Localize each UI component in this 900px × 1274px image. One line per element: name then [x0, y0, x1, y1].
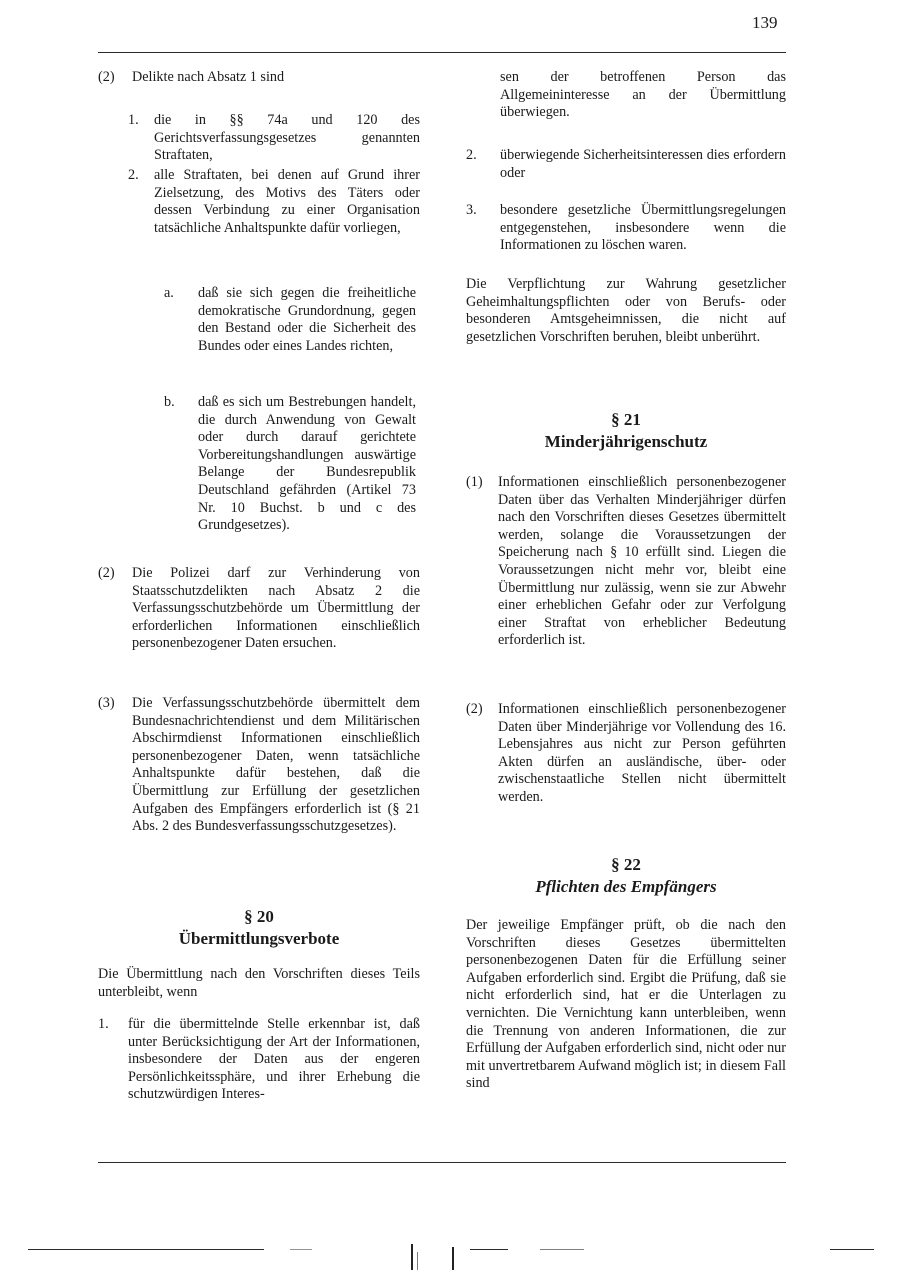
left-column — [98, 66, 420, 1103]
scan-mark — [452, 1247, 454, 1270]
paragraph-text: Informationen einschließlich personenbezogener Daten über Minderjährige vor Vollendung des 16. Lebensjahres aus nicht zur Person geführten Akten dürfen an ausländische, über- oder zwischenstaatliche Stellen nicht übermittelt werden. — [498, 701, 786, 805]
paragraph-text: Die Polizei darf zur Verhinderung von Staatsschutzdelikten nach Absatz 2 die Verfassungsschutzbehörde um Übermittlung der erforderlichen Informationen einschließlich personenbezogener Daten ersuchen. — [132, 565, 420, 652]
list-item-number: 2. — [466, 147, 477, 163]
paragraph-text: Die Verfassungsschutzbehörde übermittelt dem Bundesnachrichtendienst und dem Militärischen Abschirmdienst Informationen einschließlich personenbezogener Daten, wenn tatsächliche Anhaltspunkte dafür bestehen, daß die Übermittlung zur Erfüllung der gesetzlichen Aufgaben des Empfängers erforderlich ist (§ 21 Abs. 2 des Bundesverfassungsschutzgesetzes). — [132, 695, 420, 835]
section-number: § 21 — [611, 410, 641, 429]
sub-item-letter: b. — [164, 394, 175, 410]
section-number: § 22 — [611, 855, 641, 874]
section-22-heading — [466, 854, 786, 898]
list-item-number: 3. — [466, 202, 477, 218]
section-title: Übermittlungsverbote — [178, 929, 340, 948]
page-number: 139 — [752, 13, 778, 32]
section-number: § 20 — [244, 907, 274, 926]
paragraph-number: (2) — [466, 701, 483, 717]
continuation-text: sen der betroffenen Person das Allgemeininteresse an der Übermittlung überwiegen. — [500, 69, 786, 121]
right-column — [466, 66, 786, 1092]
footer-mark-left — [28, 1249, 264, 1250]
list-item-text: für die übermittelnde Stelle erkennbar ist, daß unter Berücksichtigung der Art der Informationen, insbesondere der Daten aus der engeren Persönlichkeitssphäre, und ihrer Erhebung die schutzwürdigen Interes- — [128, 1016, 420, 1103]
paragraph-number: (2) — [98, 565, 115, 581]
list-item-text: alle Straftaten, bei denen auf Grund ihrer Zielsetzung, des Motivs des Täters oder dessen Verbindung zu einer Organisation tatsächliche Anhaltspunkte dafür vorliegen, — [154, 167, 420, 236]
footer-mark-right-2 — [540, 1249, 584, 1250]
paragraph-number: (2) — [98, 69, 115, 85]
list-item-text: überwiegende Sicherheitsinteressen dies erfordern oder — [500, 147, 786, 181]
section-21-heading — [466, 409, 786, 453]
section-20-intro: Die Übermittlung nach den Vorschriften dieses Teils unterbleibt, wenn — [98, 966, 420, 1000]
scan-mark — [411, 1244, 413, 1270]
sub-item-text: daß sie sich gegen die freiheitliche demokratische Grundordnung, gegen den Bestand oder die Sicherheit des Bundes oder eines Landes richten, — [198, 285, 416, 354]
paragraph-text: Informationen einschließlich personenbezogener Daten über das Verhalten Minderjähriger dürfen nach den Vorschriften dieses Gesetzes übermittelt werden, solange die Voraussetzungen der Speicherung nach § 10 erfüllt sind. Liegen die Voraussetzungen nicht mehr vor, bleibt eine Übermittlung nur zulässig, wenn sie zur Abwehr einer erheblichen Gefahr oder zur Verfolgung einer Straftat von erheblicher Bedeutung erforderlich ist. — [498, 474, 786, 649]
list-item-number: 1. — [98, 1016, 109, 1032]
section-title: Pflichten des Empfängers — [535, 877, 717, 896]
header-rule — [98, 52, 786, 53]
section-20-heading — [98, 906, 420, 950]
footer-rule — [98, 1162, 786, 1163]
list-item-text: die in §§ 74a und 120 des Gerichtsverfassungsgesetzes genannten Straftaten, — [154, 112, 420, 164]
footer-mark-far-right — [830, 1249, 874, 1250]
footer-mark-mid — [290, 1249, 312, 1250]
sub-item-text: daß es sich um Bestrebungen handelt, die durch Anwendung von Gewalt oder durch darauf gerichtete Vorbereitungshandlungen auswärtige Belange der Bundesrepublik Deutschland gefährden (Artikel 73 Nr. 10 Buchst. b und c des Grundgesetzes). — [198, 394, 416, 534]
section-22-paragraph: Der jeweilige Empfänger prüft, ob die nach den Vorschriften dieses Gesetzes übermittelten personenbezogenen Daten für die Erfüllung seiner Aufgaben erforderlich sind. Ergibt die Prüfung, daß sie nicht erforderlich sind, hat er die Unterlagen zu vernichten. Die Vernichtung kann unterbleiben, wenn die Trennung von anderen Informationen, die zur Erfüllung der Aufgaben erforderlich sind, nicht oder nur mit unvertretbarem Aufwand möglich ist; in diesem Fall sind — [466, 917, 786, 1092]
list-item-number: 1. — [128, 112, 139, 128]
section-title: Minderjährigenschutz — [544, 432, 708, 451]
list-item-number: 2. — [128, 167, 139, 183]
scan-mark — [417, 1252, 418, 1270]
list-item-text: besondere gesetzliche Übermittlungsregelungen entgegenstehen, insbesondere wenn die Informationen zu löschen waren. — [500, 202, 786, 254]
secrecy-paragraph: Die Verpflichtung zur Wahrung gesetzlicher Geheimhaltungspflichten oder von Berufs- oder besonderen Amtsgeheimnissen, die nicht auf gesetzlichen Vorschriften beruhen, bleibt unberührt. — [466, 276, 786, 345]
paragraph-number: (3) — [98, 695, 115, 711]
footer-mark-right — [470, 1249, 508, 1250]
paragraph-text: Delikte nach Absatz 1 sind — [132, 69, 285, 85]
paragraph-number: (1) — [466, 474, 483, 490]
sub-item-letter: a. — [164, 285, 174, 301]
